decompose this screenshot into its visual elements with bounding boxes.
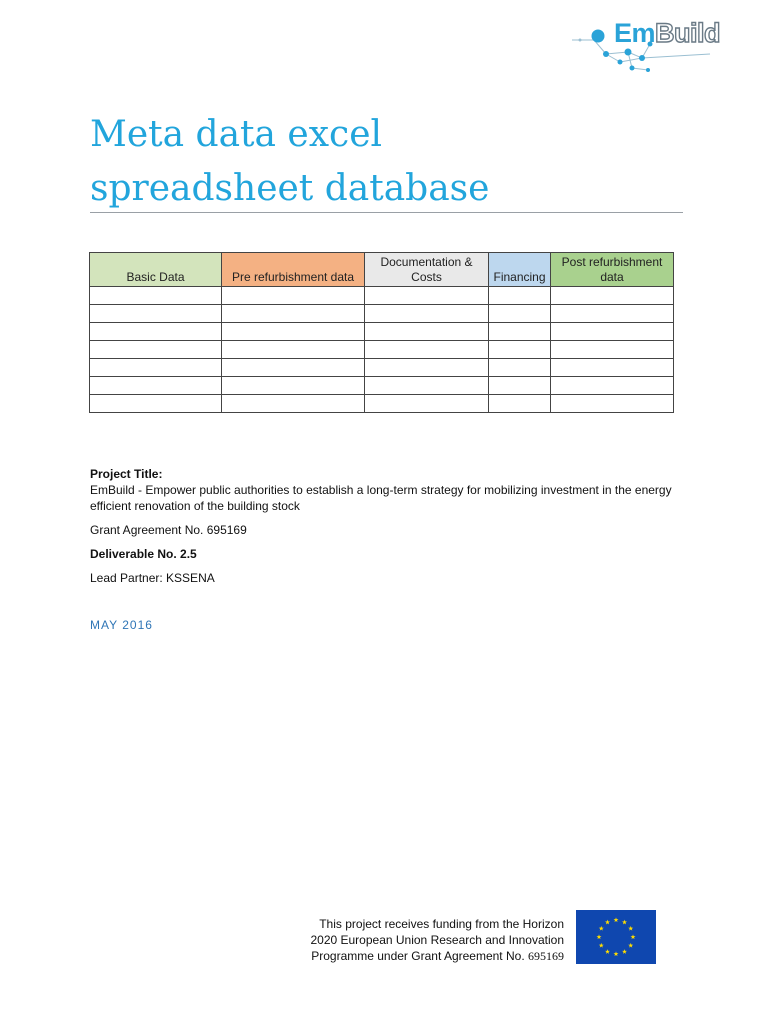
- eu-flag-icon: [576, 910, 656, 964]
- table-cell: [90, 323, 222, 341]
- table-cell: [365, 323, 489, 341]
- table-cell: [489, 323, 551, 341]
- table-cell: [222, 341, 365, 359]
- table-row: [90, 287, 674, 305]
- table-cell: [90, 341, 222, 359]
- table-row: [90, 395, 674, 413]
- table-cell: [90, 395, 222, 413]
- title-line-1: Meta data excel: [90, 114, 383, 155]
- table-cell: [489, 359, 551, 377]
- publication-date: MAY 2016: [90, 618, 153, 632]
- table-row: [90, 341, 674, 359]
- table-cell: [222, 377, 365, 395]
- project-info: [90, 466, 690, 586]
- project-title-text: EmBuild - Empower public authorities to establish a long-term strategy for mobilizing investment in the energy efficient renovation of the building stock: [90, 483, 672, 513]
- table-header-row: [90, 253, 674, 287]
- logo-wordmark: [614, 20, 720, 47]
- table-cell: [90, 377, 222, 395]
- table-row: [90, 359, 674, 377]
- project-title-label: Project Title:: [90, 467, 163, 481]
- table-cell: [222, 305, 365, 323]
- table-row: [90, 323, 674, 341]
- table-cell: [222, 323, 365, 341]
- table-cell: [489, 305, 551, 323]
- table-cell: [365, 341, 489, 359]
- table-cell: [551, 377, 674, 395]
- table-row: [90, 305, 674, 323]
- table-cell: [222, 287, 365, 305]
- funding-line-1: This project receives funding from the Horizon: [319, 917, 564, 931]
- table-cell: [365, 287, 489, 305]
- header-basic-data: Basic Data: [90, 253, 222, 287]
- funding-line-3-prefix: Programme under Grant Agreement No.: [311, 949, 528, 963]
- header-post-refurbishment: Post refurbishment data: [551, 253, 674, 287]
- funding-line-2: 2020 European Union Research and Innovation: [310, 933, 564, 947]
- header-documentation-costs: Documentation & Costs: [365, 253, 489, 287]
- grant-agreement: Grant Agreement No. 695169: [90, 523, 247, 537]
- deliverable-number: Deliverable No. 2.5: [90, 547, 197, 561]
- table-cell: [489, 341, 551, 359]
- document-title: [90, 108, 650, 216]
- title-line-2: spreadsheet database: [90, 168, 490, 209]
- table-cell: [90, 305, 222, 323]
- logo-em: Em: [614, 18, 656, 48]
- table-cell: [489, 287, 551, 305]
- lead-partner: Lead Partner: KSSENA: [90, 571, 215, 585]
- header-pre-refurbishment: Pre refurbishment data: [222, 253, 365, 287]
- funding-grant-number: 695169: [528, 949, 564, 963]
- table-cell: [222, 359, 365, 377]
- metadata-table: [89, 252, 674, 413]
- title-divider: [90, 212, 683, 213]
- header-financing: Financing: [489, 253, 551, 287]
- table-cell: [489, 395, 551, 413]
- table-cell: [365, 359, 489, 377]
- logo-build: Build: [655, 18, 721, 48]
- table-cell: [551, 305, 674, 323]
- table-cell: [551, 395, 674, 413]
- table-cell: [365, 395, 489, 413]
- funding-line-3: [300, 948, 564, 964]
- table-cell: [365, 305, 489, 323]
- table-body: [90, 287, 674, 413]
- table-cell: [551, 341, 674, 359]
- table-cell: [222, 395, 365, 413]
- table-cell: [365, 377, 489, 395]
- funding-notice: [300, 916, 564, 964]
- table-cell: [551, 359, 674, 377]
- table-cell: [551, 287, 674, 305]
- table-row: [90, 377, 674, 395]
- embuild-logo: [570, 18, 730, 80]
- table-cell: [551, 323, 674, 341]
- table-cell: [90, 287, 222, 305]
- table-cell: [90, 359, 222, 377]
- table-cell: [489, 377, 551, 395]
